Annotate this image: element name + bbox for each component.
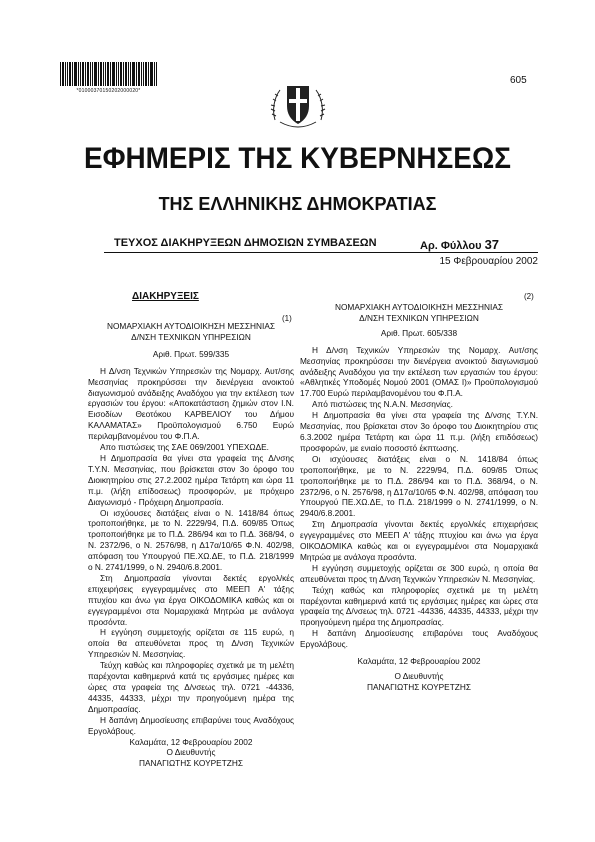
notice-paragraph: Η Δημοπρασία θα γίνει στα γραφεία της Δ/νσης Τ.Υ.Ν. Μεσσηνίας, που βρίσκεται στον 3ο όροφο του Διοικητηρίου στις 27.2.2002 ημέρα Τετάρτη και ώρα 11 π.μ. (λήξη επίδοσεως) προσφορών, με πρόχειρο Διαγωνισμό - Πρόχειρη Δημοπρασία.	[88, 452, 294, 507]
notice-paragraph: Η Δημοπρασία θα γίνει στα γραφεία της Δ/νσης Τ.Υ.Ν. Μεσσηνίας, που βρίσκεται στον 3ο όροφο του Διοικητηρίου στις 6.3.2002 ημέρα Τετάρτη και ώρα 11 π.μ. (λήξη επιδόσεως) προσφορών, με ενιαίο ποσοστό έκπτωσης.	[300, 410, 538, 453]
notice-protocol: Αριθ. Πρωτ. 599/335	[152, 348, 230, 359]
sheet-number-block	[420, 237, 499, 252]
issue-type: ΤΕΥΧΟΣ ΔΙΑΚΗΡΥΞΕΩΝ ΔΗΜΟΣΙΩΝ ΣΥΜΒΑΣΕΩΝ	[114, 237, 377, 249]
header-rule	[104, 252, 538, 253]
notice-department: Δ/ΝΣΗ ΤΕΧΝΙΚΩΝ ΥΠΗΡΕΣΙΩΝ	[359, 312, 479, 323]
notice-paragraph: Η εγγύηση συμμετοχής ορίζεται σε 115 ευρώ, η οποία θα απευθύνεται προς τη Δ/νση Τεχνικών Υπηρεσιών Ν. Μεσσηνίας.	[88, 627, 294, 660]
section-heading: ΔΙΑΚΗΡΥΞΕΙΣ	[132, 291, 199, 302]
page-number: 605	[510, 75, 527, 86]
signer-role: Ο Διευθυντής	[394, 671, 444, 681]
barcode	[60, 62, 157, 86]
sheet-number: 37	[484, 237, 500, 252]
notice-paragraph: Οι ισχύουσες διατάξεις είναι ο Ν. 1418/84 όπως τροποποιήθηκε, με το Ν. 2229/94, Π.Δ. 609/85 Όπως τροποποιήθηκε με το Π.Δ. 286/94 και το Π.Δ. 368/94, ο Ν. 2372/96, ο Ν. 2576/98, η Δ17α/10/65 Φ.Ν. 402/98, απόφαση του Υπουργού ΠΕ.ΧΩ.ΔΕ, το Π.Δ. 218/1999 ο Ν. 2741/1999, ο Ν. 2940/6.8.2001.	[88, 507, 294, 573]
signer-role: Ο Διευθυντής	[166, 747, 216, 758]
barcode-number: *01000370150202000020*	[76, 88, 141, 94]
signer-name: ΠΑΝΑΓΙΩΤΗΣ ΚΟΥΡΕΤΖΗΣ	[139, 758, 243, 769]
notice-paragraph: Η εγγύηση συμμετοχής ορίζεται σε 300 ευρώ, η οποία θα απευθύνεται προς τη Δ/νση Τεχνικών Υπηρεσιών Ν. Μεσσηνίας.	[300, 562, 538, 584]
notice-paragraph: Τεύχη καθώς και πληροφορίες σχετικά με τη μελέτη παρέχονται καθημερινά κατά τις εργάσιμες ημέρες και ώρες στα γραφεία της Δ/νσεως τηλ. 0721 -44336, 44335, 44333, μέχρι την προηγούμενη ημέρα της Δημοπρασίας.	[88, 660, 294, 714]
notice-department: Δ/ΝΣΗ ΤΕΧΝΙΚΩΝ ΥΠΗΡΕΣΙΩΝ	[131, 331, 251, 342]
notice-2	[300, 302, 538, 693]
notice-paragraph: Από πιστώσεις της Ν.Α.Ν. Μεσσηνίας.	[312, 399, 453, 410]
issue-date: 15 Φεβρουαρίου 2002	[439, 256, 538, 267]
notice-place-date: Καλαμάτα, 12 Φεβρουαρίου 2002	[129, 736, 253, 747]
notice-paragraph: Η δαπάνη Δημοσίευσης επιβαρύνει τους Αναδόχους Εργολάβους.	[88, 714, 294, 736]
gazette-title: ΕΦΗΜΕΡΙΣ ΤΗΣ ΚΥΒΕΡΝΗΣΕΩΣ	[84, 142, 511, 175]
notice-paragraph: Τεύχη καθώς και πληροφορίες σχετικά με τη μελέτη παρέχονται καθημερινά κατά τις εργάσιμες ημέρες και ώρες στα γραφεία της Δ/νσεως τηλ. 0721 -44336, 44335, 44333, μέχρι την προηγούμενη ημέρα της Δημοπρασίας.	[300, 584, 538, 628]
notice-paragraph: Η Δ/νση Τεχνικών Υπηρεσιών της Νομαρχ. Αυτ/σης Μεσσηνίας προκηρύσσει την διενέργεια ανοικτού διαγωνισμού ανάδειξης Αναδόχου για την εκτέλεση των εργασιών του έργου: «Αποκατάσταση ζημιών στον Ι.Ν. Εισοδίων Θεοτόκου ΚΑΡΒΕΛΙΟΥ του Δήμου ΚΑΛΑΜΑΤΑΣ» Προϋπολογισμού 6.750 Ευρώ περιλαμβανομένου του Φ.Π.Α.	[88, 365, 294, 442]
notice-paragraph: Απο πιστώσεις της ΣΑΕ 069/2001 ΥΠΕΧΩΔΕ.	[100, 442, 269, 453]
notice-place-date: Καλαμάτα, 12 Φεβρουαρίου 2002	[357, 656, 481, 667]
notice-paragraph: Στη Δημοπρασία γίνονται δεκτές εργολ/κές επιχειρήσεις εγγεγραμμένες στο ΜΕΕΠ Α' τάξης πτυχίου και άνω για έργα ΟΙΚΟΔΟΜΙΚΑ καθώς και οι εγγεγραμμένοι στα Νομαρχιακά Μητρώα με ανάλογα προσόντα.	[300, 519, 538, 562]
notice-paragraph: Στη Δημοπρασία γίνονται δεκτές εργολ/κές επιχειρήσεις εγγεγραμμένες στο ΜΕΕΠ Α' τάξης πτυχίου και άνω για έργα ΟΙΚΟΔΟΜΙΚΑ καθώς και οι εγγεγραμμένοι στα Νομαρχιακά Μητρώα με ανάλογα προσόντα.	[88, 572, 294, 627]
gazette-subtitle: ΤΗΣ ΕΛΛΗΝΙΚΗΣ ΔΗΜΟΚΡΑΤΙΑΣ	[158, 194, 437, 214]
coat-of-arms-emblem	[268, 76, 328, 134]
notice-number: (1)	[282, 314, 292, 323]
notice-authority: ΝΟΜΑΡΧΙΑΚΗ ΑΥΤΟΔΙΟΙΚΗΣΗ ΜΕΣΣΗΝΙΑΣ	[106, 321, 276, 331]
notice-protocol: Αριθ. Πρωτ. 605/338	[380, 327, 458, 338]
notice-paragraph: Η δαπάνη Δημοσίευσης επιβαρύνει τους Αναδόχους Εργολάβους.	[300, 628, 538, 650]
notice-1	[88, 321, 294, 769]
sheet-label: Αρ. Φύλλου	[420, 240, 482, 252]
notice-number: (2)	[524, 292, 534, 301]
notice-paragraph: Οι ισχύουσες διατάξεις είναι ο Ν. 1418/84 όπως τροποποιήθηκε, με το Ν. 2229/94, Π.Δ. 609/85 Όπως τροποποιήθηκε με το Π.Δ. 286/94 και το Π.Δ. 368/94, ο Ν. 2372/96, ο Ν. 2576/98, η Δ17α/10/65 Φ.Ν. 402/98, απόφαση του Υπουργού ΠΕ.ΧΩ.ΔΕ, το Π.Δ. 218/1999 ο Ν. 2741/1999, ο Ν. 2940/6.8.2001.	[300, 453, 538, 519]
notice-authority: ΝΟΜΑΡΧΙΑΚΗ ΑΥΤΟΔΙΟΙΚΗΣΗ ΜΕΣΣΗΝΙΑΣ	[334, 302, 504, 312]
notice-paragraph: Η Δ/νση Τεχνικών Υπηρεσιών της Νομαρχ. Αυτ/σης Μεσσηνίας προκηρύσσει την διενέργεια ανοικτού διαγωνισμού ανάδειξης Αναδόχου για την εκτέλεση των εργασιών του έργου: «Αθλητικές Υποδομές Νομού 2001 (ΟΜΑΣ Ι)» Προϋπολογισμού 17.700 Ευρώ περιλαμβανομένου του Φ.Π.Α.	[300, 344, 538, 399]
signer-name: ΠΑΝΑΓΙΩΤΗΣ ΚΟΥΡΕΤΖΗΣ	[367, 681, 471, 692]
